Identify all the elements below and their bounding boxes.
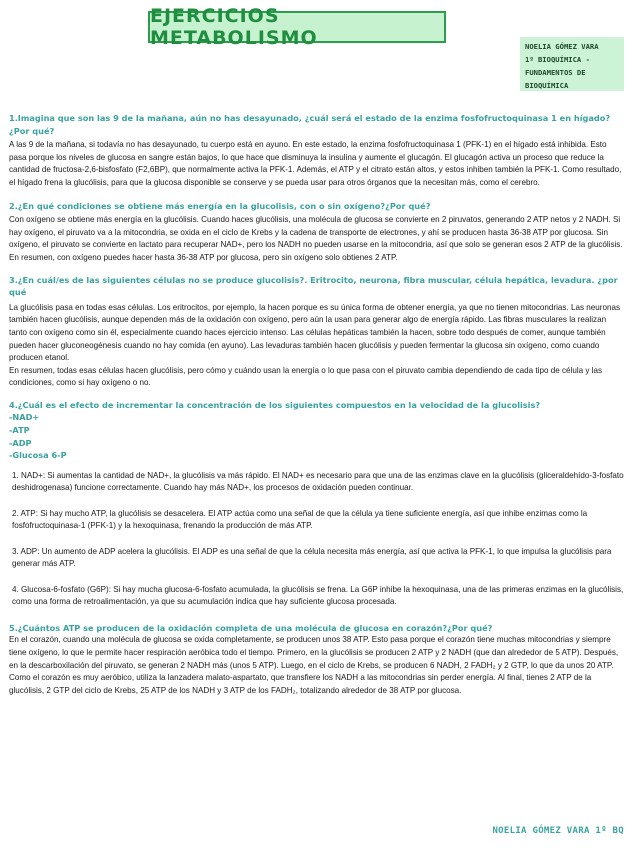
exercise-3 (9, 274, 625, 390)
compound-item: -ADP (9, 437, 32, 448)
question-3: 3.¿En cuál/es de las siguientes células no se produce glucolisis?. Eritrocito, neurona, fibra muscular, célula hepática, levadura. ¿por qué (9, 274, 618, 298)
answer-5: En el corazón, cuando una molécula de glucosa se oxida completamente, se producen unos 38 ATP. Esto pasa porque el corazón tiene muchas mitocondrias y siempre tiene oxígeno, lo que le permite hacer respiración aeróbica todo el tiempo. Primero, en la glucólisis se producen 2 ATP y 2 NADH (que dan alrededor de 5 ATP). Después, en la descarboxilación del piruvato, se generan 2 NADH más (unos 5 ATP). Luego, en el ciclo de Krebs, se producen 6 NADH, 2 FADH₂ y 2 GTP, lo que da unos 20 ATP. Como el corazón es muy aeróbico, utiliza la lanzadera malato-aspartato, que transfiere los NADH a las mitocondrias sin perder energía. Al final, tienes 2 ATP de la glucólisis, 2 GTP del ciclo de Krebs, 25 ATP de los NADH y 3 ATP de los FADH₂, totalizando alrededor de 38 ATP por glucosa. (9, 635, 619, 695)
answer-3-paragraph: La glucólisis pasa en todas esas células. Los eritrocitos, por ejemplo, la hacen porque es su única forma de obtener energía, ya que no tienen mitocondrias. Las neuronas también hacen glucólisis, aunque dependen más de la oxidación con oxígeno, pero aún la usan para generar algo de energía rápido. Las fibras musculares la realizan tanto con oxígeno como sin él, especialmente cuando haces ejercicio intenso. Las células hepáticas también la hacen, sobre todo después de comer, aunque también pueden hacer gluconeogénesis cuando no hay comida (en ayuno). Las levaduras también hacen glucólisis y pueden fermentar la glucosa sin oxígeno, como cuando producen etanol. (9, 302, 620, 363)
answer-1: A las 9 de la mañana, si todavía no has desayunado, tu cuerpo está en ayuno. En este estado, la enzima fosfofructoquinasa 1 (PFK-1) en el hígado está inhibida. Esto pasa porque los niveles de glucosa en sangre están bajos, lo que hace que disminuya la insulina y aumente el glucagón. El glucagón activa un proceso que reduce la cantidad de fructosa-2,6-bisfosfato (F2,6BP), que normalmente activa la PFK-1. Además, el ATP y el citrato están altos, y estos inhiben también la PFK-1. Como resultado, el hígado frena la glucólisis, para que la glucosa disponible se conserve y se pueda usar para otros órganos que la necesitan más, como el cerebro. (9, 140, 622, 187)
question-1: 1.Imagina que son las 9 de la mañana, aún no has desayunado, ¿cuál será el estado de la enzima fosfofructoquinasa 1 en hígado? ¿Por qué? (9, 113, 611, 136)
author-line: 1º BIOQUÍMICA - (525, 55, 590, 64)
exercise-1 (9, 112, 625, 190)
answers-4 (9, 470, 625, 609)
exercise-4 (9, 399, 625, 609)
footer-signature: NOELIA GÓMEZ VARA 1º BQ (492, 826, 624, 836)
compound-item: -NAD+ (9, 412, 40, 423)
question-4: 4.¿Cuál es el efecto de incrementar la concentración de los siguientes compuestos en la velocidad de la glucolisis? (9, 399, 541, 410)
author-line: BIOQUÍMICA (525, 81, 569, 90)
page-title: EJERCICIOS METABOLISMO (150, 5, 318, 49)
exercise-content (9, 112, 625, 697)
exercise-2 (9, 200, 625, 265)
answer-2: Con oxígeno se obtiene más energía en la glucólisis. Cuando haces glucólisis, una molécula de glucosa se convierte en 2 piruvatos, generando 2 ATP netos y 2 NADH. Si hay oxígeno, el piruvato va a la mitocondria, se oxida en el ciclo de Krebs y la cadena de transporte de electrones, y ahí se producen hasta 36-38 ATP por glucosa. Sin oxígeno, el piruvato se convierte en lactato para recuperar NAD+, pero los NADH no pueden usarse en la mitocondria, así que solo se generan esos 2 ATP de la glucólisis. En resumen, con oxígeno puedes hacer hasta 36-38 ATP por glucosa, pero sin oxígeno solo obtienes 2 ATP. (9, 215, 623, 262)
author-line: FUNDAMENTOS DE (525, 68, 586, 77)
answer-4-adp: 3. ADP: Un aumento de ADP acelera la glucólisis. El ADP es una señal de que la célula necesita más energía, así que activa la PFK-1, lo que impulsa la glucólisis para generar más ATP. (12, 546, 612, 569)
exercise-5 (9, 622, 625, 698)
compound-item: -Glucosa 6-P (9, 450, 67, 461)
answer-4-g6p: 4. Glucosa-6-fosfato (G6P): Si hay mucha glucosa-6-fosfato acumulada, la glucólisis se frena. La G6P inhibe la hexoquinasa, una de las primeras enzimas en la glucólisis, como una forma de retroalimentación, ya que su acumulación indica que hay suficiente glucosa procesada. (12, 584, 624, 607)
answer-4-nad: 1. NAD+: Si aumentas la cantidad de NAD+, la glucólisis va más rápido. El NAD+ es necesario para que una de las enzimas clave en la glucólisis (gliceraldehído-3-fosfato deshidrogenasa) funcione correctamente. Cuando hay más NAD+, los procesos de oxidación pueden continuar. (12, 470, 624, 493)
title-banner (148, 5, 446, 49)
answer-4-atp: 2. ATP: Si hay mucho ATP, la glucólisis se desacelera. El ATP actúa como una señal de que la célula ya tiene suficiente energía, así que inhibe enzimas como la fosfofructoquinasa-1 (PFK-1) y la hexoquinasa, frenando la producción de más ATP. (12, 508, 588, 531)
answer-3-summary: En resumen, todas esas células hacen glucólisis, pero cómo y cuándo usan la energía o lo que pasa con el piruvato cambia dependiendo de cada tipo de célula y las condiciones, como si hay oxígeno o no. (9, 365, 603, 388)
question-2: 2.¿En qué condiciones se obtiene más energía en la glucolisis, con o sin oxígeno?¿Por qué? (9, 200, 431, 211)
author-box (520, 37, 624, 91)
author-line: NOELIA GÓMEZ VARA (525, 42, 599, 51)
compound-item: -ATP (9, 425, 30, 436)
question-5: 5.¿Cuántos ATP se producen de la oxidación completa de una molécula de glucosa en corazón?¿Por qué? (9, 622, 493, 633)
